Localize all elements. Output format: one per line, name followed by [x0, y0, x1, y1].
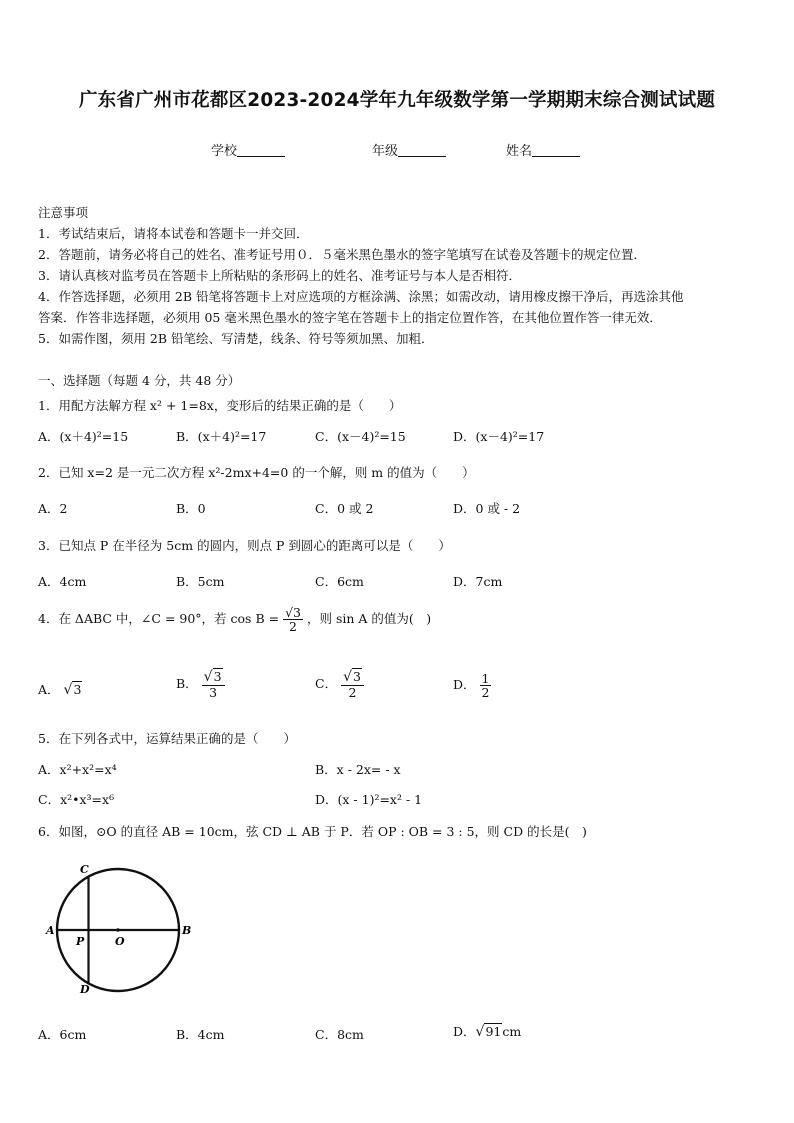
- q4-stem-pre: 4．在 ΔABC 中，∠C = 90°，若 cos B =: [38, 611, 280, 627]
- q4-stem-denominator: 2: [289, 619, 297, 635]
- q5-option-a[interactable]: A．x²+x²=x⁴: [38, 762, 117, 777]
- q4-option-d-label: D．: [453, 677, 476, 693]
- grade-blank[interactable]: [398, 143, 446, 157]
- grade-label: 年级: [372, 144, 399, 159]
- page-title: 广东省广州市花都区2023-2024学年九年级数学第一学期期末综合测试试题: [78, 90, 716, 111]
- q4-option-c-numerator: 3: [352, 669, 361, 684]
- question-4-stem: [38, 606, 431, 633]
- q4-stem-post: ，则 sin A 的值为( ): [306, 611, 432, 627]
- q4-option-c[interactable]: [315, 670, 364, 699]
- q4-stem-fraction: [283, 606, 303, 633]
- q4-option-b-label: B．: [176, 675, 198, 691]
- notice-item: 5．如需作图，须用 2B 铅笔绘、写清楚，线条、符号等须加黑、加粗．: [38, 331, 434, 346]
- label-o: O: [115, 935, 125, 948]
- notice-item: 2．答题前，请务必将自己的姓名、准考证号用０．５毫米黑色墨水的签字笔填写在试卷及答题卡的规定位置．: [38, 247, 646, 262]
- q3-option-c[interactable]: C．6cm: [315, 574, 364, 589]
- q5-option-c[interactable]: C．x²•x³=x⁶: [38, 792, 115, 807]
- q4-option-d-numerator: 1: [481, 671, 490, 686]
- sqrt-symbol: √91: [475, 1024, 502, 1040]
- notice-item: 4．作答选择题，必须用 2B 铅笔将答题卡上对应选项的方框涂满、涂黑；如需改动，请用橡皮擦干净后，再选涂其他: [38, 289, 684, 304]
- q2-option-b[interactable]: B．0: [176, 501, 206, 516]
- q6-option-d-unit: cm: [502, 1024, 522, 1039]
- q4-option-a-radicand: 3: [73, 682, 82, 697]
- notice-item: 答案．作答非选择题，必须用 05 毫米黑色墨水的签字笔在答题卡上的指定位置作答，在其他位置作答一律无效．: [38, 310, 662, 325]
- label-b: B: [182, 924, 192, 937]
- notice-item: 1．考试结束后，请将本试卷和答题卡一并交回．: [38, 226, 309, 241]
- name-blank[interactable]: [532, 143, 580, 157]
- q6-option-d-label: D．: [453, 1024, 476, 1039]
- q6-option-b[interactable]: B．4cm: [176, 1027, 225, 1042]
- q4-option-b-fraction: $\frac{√3}{3}$: [202, 670, 225, 699]
- q2-option-c[interactable]: C．0 或 2: [315, 501, 374, 516]
- label-d: D: [80, 983, 90, 995]
- q4-stem-numerator: √3: [285, 605, 301, 620]
- q4-option-c-fraction: $\frac{√3}{2}$: [341, 670, 364, 699]
- question-3-stem: 3．已知点 P 在半径为 5cm 的圆内，则点 P 到圆心的距离可以是（ ）: [38, 538, 451, 553]
- q3-option-b[interactable]: B．5cm: [176, 574, 225, 589]
- q4-option-b-numerator: 3: [213, 669, 222, 684]
- label-c: C: [80, 863, 89, 876]
- q3-option-a[interactable]: A．4cm: [38, 574, 87, 589]
- q2-option-a[interactable]: A．2: [38, 501, 68, 516]
- q2-option-d[interactable]: D．0 或 - 2: [453, 501, 521, 516]
- q5-option-b[interactable]: B．x - 2x= - x: [315, 762, 401, 777]
- sqrt-symbol: √3: [63, 682, 82, 698]
- center-point: [116, 928, 120, 932]
- notice-heading: 注意事项: [38, 205, 89, 220]
- q3-option-d[interactable]: D．7cm: [453, 574, 503, 589]
- q1-option-c[interactable]: C．(x－4)²=15: [315, 429, 406, 444]
- q4-option-d-fraction: [480, 672, 492, 699]
- name-field: [506, 140, 580, 159]
- notice-item: 3．请认真核对监考员在答题卡上所粘贴的条形码上的姓名、准考证号与本人是否相符．: [38, 268, 521, 283]
- label-p: P: [76, 935, 85, 948]
- q1-option-d[interactable]: D．(x－4)²=17: [453, 429, 545, 444]
- q6-option-a[interactable]: A．6cm: [38, 1027, 87, 1042]
- q4-option-c-label: C．: [315, 675, 338, 691]
- q6-option-d-radicand: 91: [485, 1024, 502, 1039]
- question-6-stem: 6．如图，⊙O 的直径 AB = 10cm，弦 CD ⊥ AB 于 P．若 OP : OB = 3 : 5，则 CD 的长是( ): [38, 824, 587, 839]
- name-label: 姓名: [506, 144, 533, 159]
- circle-diagram: [40, 860, 200, 995]
- question-5-stem: 5．在下列各式中，运算结果正确的是（ ）: [38, 731, 296, 746]
- q4-option-a[interactable]: [38, 680, 82, 698]
- q4-option-d[interactable]: [453, 672, 491, 699]
- q1-option-b[interactable]: B．(x＋4)²=17: [176, 429, 267, 444]
- q4-option-b[interactable]: [176, 670, 225, 699]
- q6-option-c[interactable]: C．8cm: [315, 1027, 364, 1042]
- q4-option-d-denominator: 2: [481, 685, 490, 701]
- q4-option-a-label: A．: [38, 682, 60, 697]
- question-2-stem: 2．已知 x=2 是一元二次方程 x²-2mx+4=0 的一个解，则 m 的值为（ ）: [38, 465, 475, 480]
- grade-field: [372, 140, 446, 159]
- label-a: A: [46, 924, 55, 937]
- q6-option-d[interactable]: [453, 1022, 521, 1040]
- q1-option-a[interactable]: A．(x＋4)²=15: [38, 429, 129, 444]
- q4-option-c-denominator: 2: [348, 684, 357, 700]
- section-heading: 一、选择题（每题 4 分，共 48 分）: [38, 373, 241, 388]
- q5-option-d[interactable]: D．(x - 1)²=x² - 1: [315, 792, 423, 807]
- q4-option-b-denominator: 3: [209, 684, 218, 700]
- question-1-stem: 1．用配方法解方程 x² + 1=8x，变形后的结果正确的是（ ）: [38, 398, 402, 413]
- school-blank[interactable]: [237, 143, 285, 157]
- school-field: [211, 140, 285, 159]
- school-label: 学校: [211, 144, 238, 159]
